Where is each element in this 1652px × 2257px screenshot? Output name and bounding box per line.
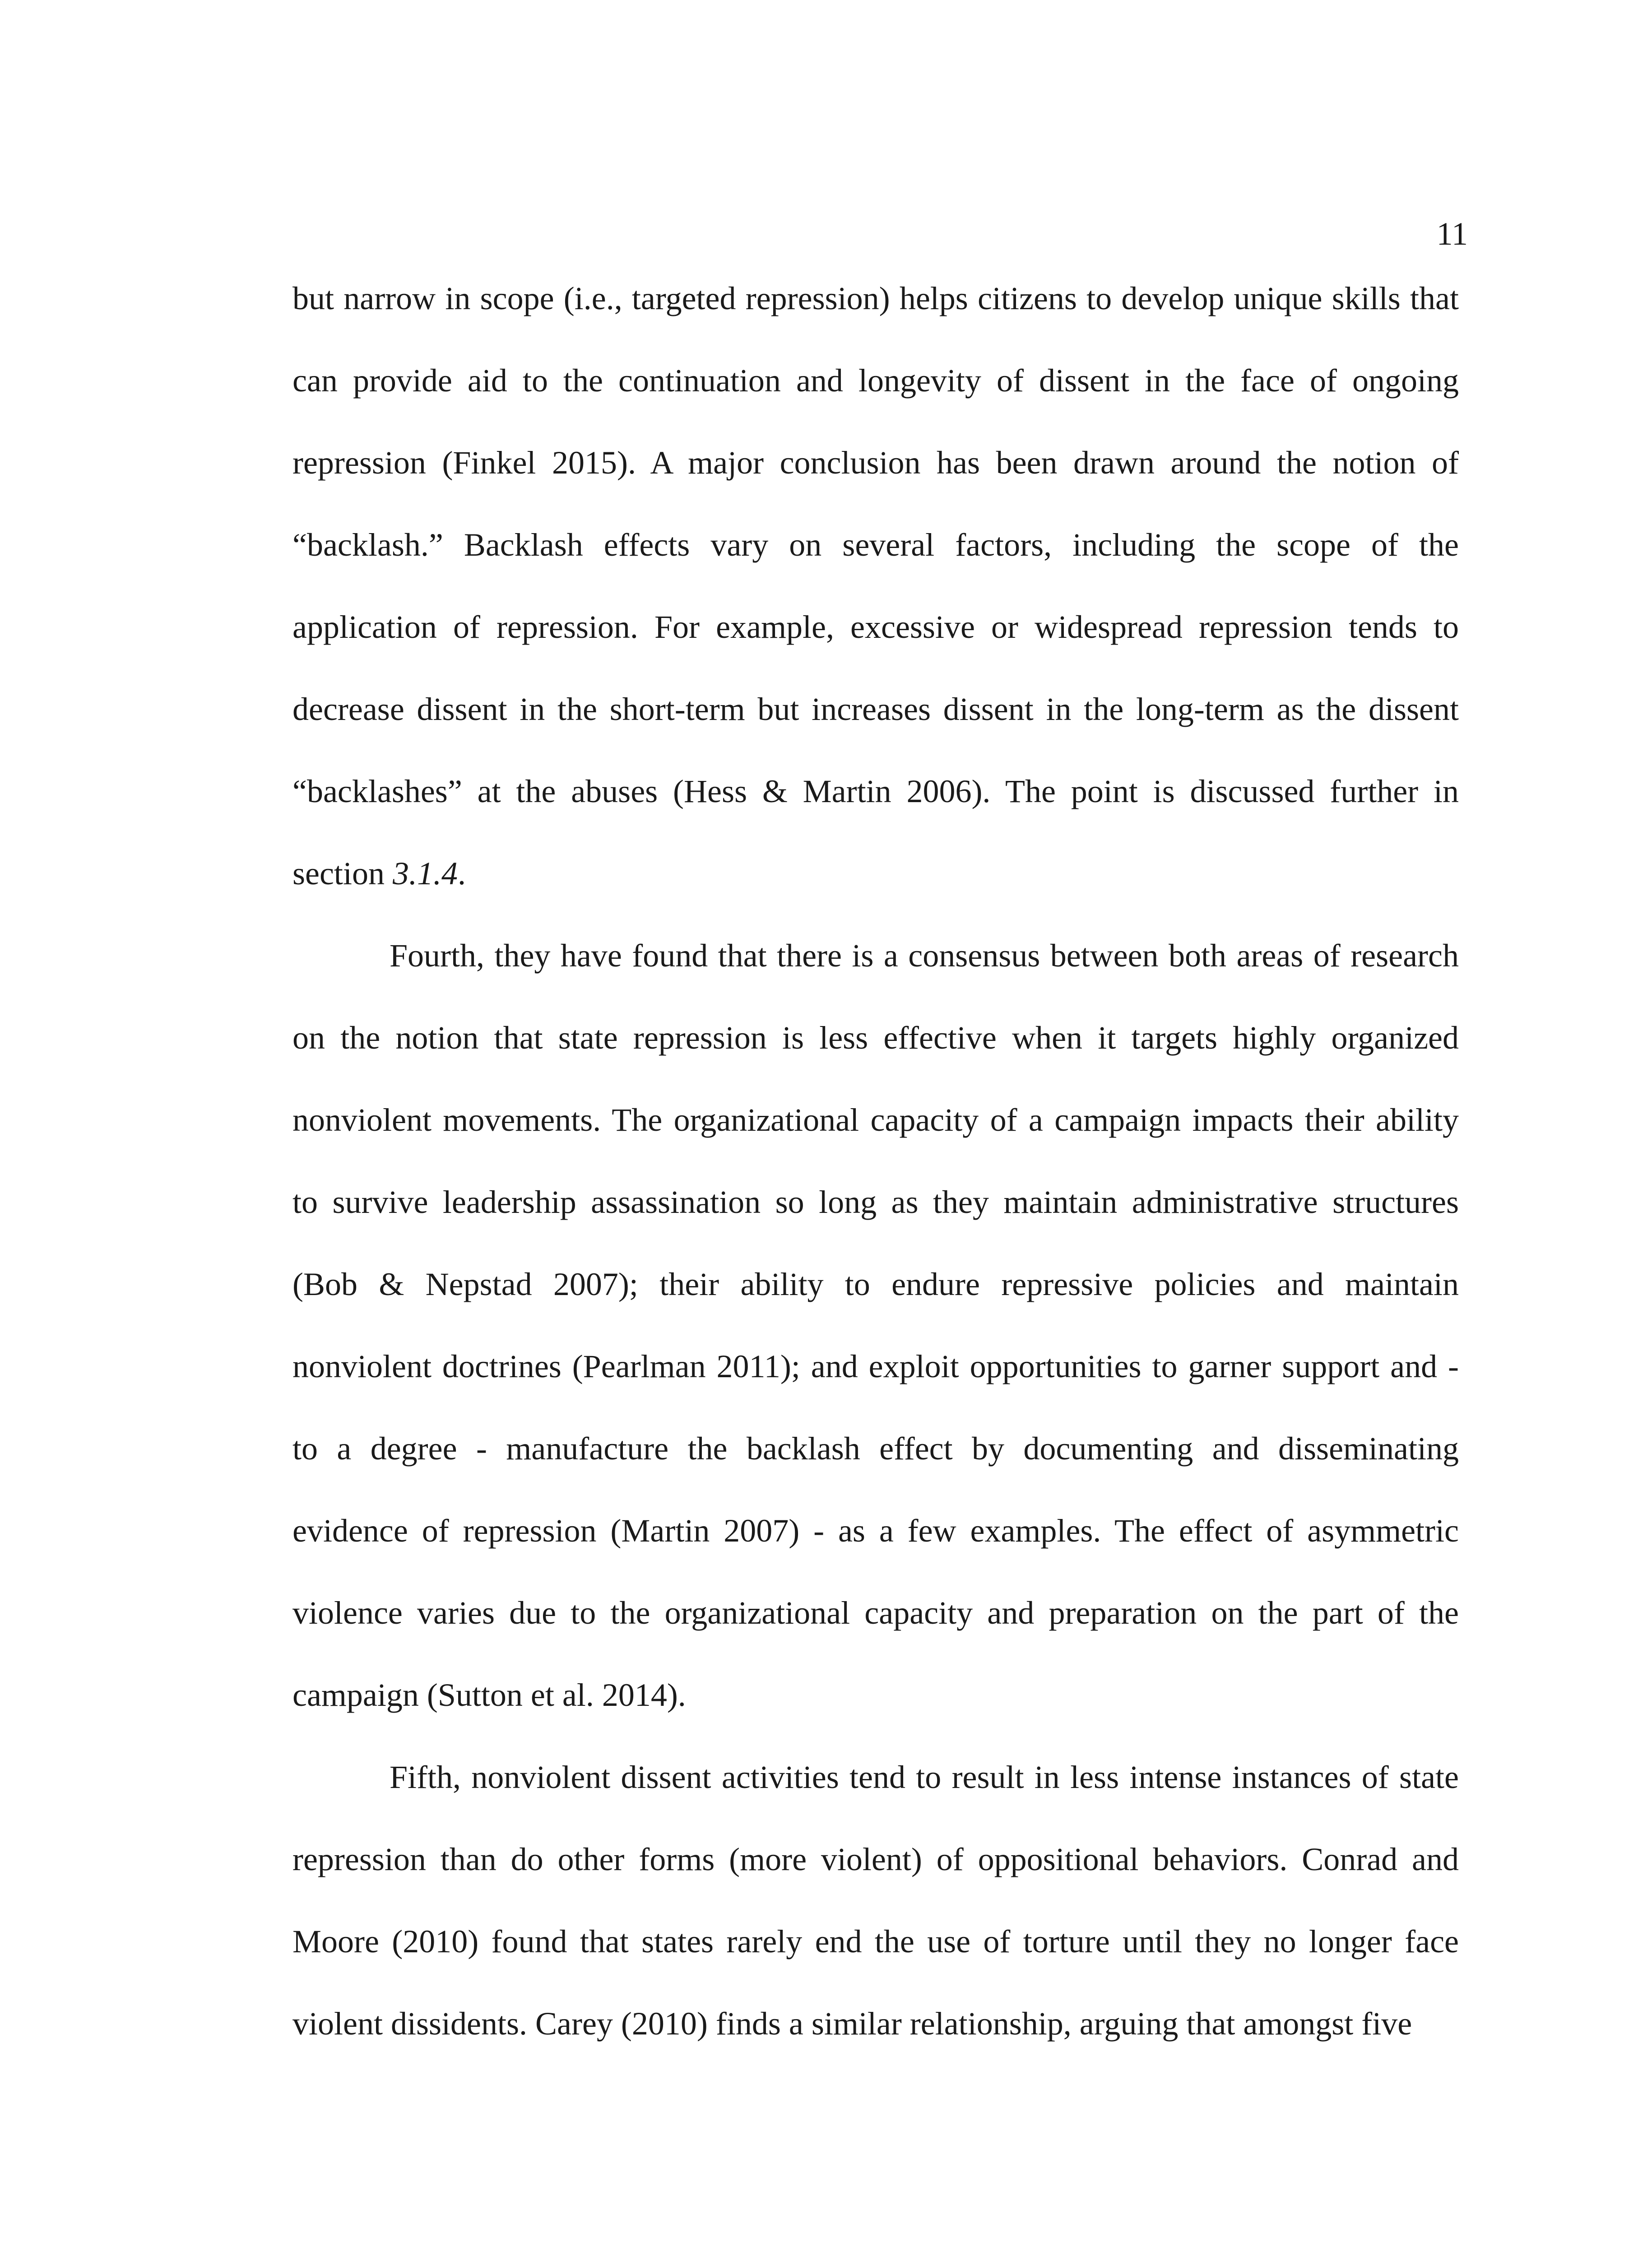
paragraph-3: Fifth, nonviolent dissent activities tend to result in less intense instances of state repression than do other forms (more violent) of oppositional behaviors. Conrad and Moore (2010) found that states rarely end the use of torture until they no longer face violent dissidents. Carey (2010) finds a similar relationship, arguing that amongst five [292,1759,1459,2042]
body-text [292,257,1459,2065]
paragraph-2: Fourth, they have found that there is a consensus between both areas of research on the notion that state repression is less effective when it targets highly organized nonviolent movements. The organizational capacity of a campaign impacts their ability to survive leadership assassination so long as they maintain administrative structures (Bob & Nepstad 2007); their ability to endure repressive policies and maintain nonviolent doctrines (Pearlman 2011); and exploit opportunities to garner support and - to a degree - manufacture the backlash effect by documenting and disseminating evidence of repression (Martin 2007) - as a few examples. The effect of asymmetric violence varies due to the organizational capacity and preparation on the part of the campaign (Sutton et al. 2014). [292,938,1459,1713]
section-reference: 3.1.4 [392,855,458,892]
paragraph-1 [292,257,1459,915]
page-number: 11 [1436,216,1468,252]
paragraph-1-end: . [457,855,466,892]
paragraph-1-text: but narrow in scope (i.e., targeted repression) helps citizens to develop unique skills that can provide aid to the continuation and longevity of dissent in the face of ongoing repression (Finkel 2015). A major conclusion has been drawn around the notion of “backlash.” Backlash effects vary on several factors, including the scope of the application of repression. For example, excessive or widespread repression tends to decrease dissent in the short-term but increases dissent in the long-term as the dissent “backlashes” at the abuses (Hess & Martin 2006). The point is discussed further in section [292,280,1459,892]
